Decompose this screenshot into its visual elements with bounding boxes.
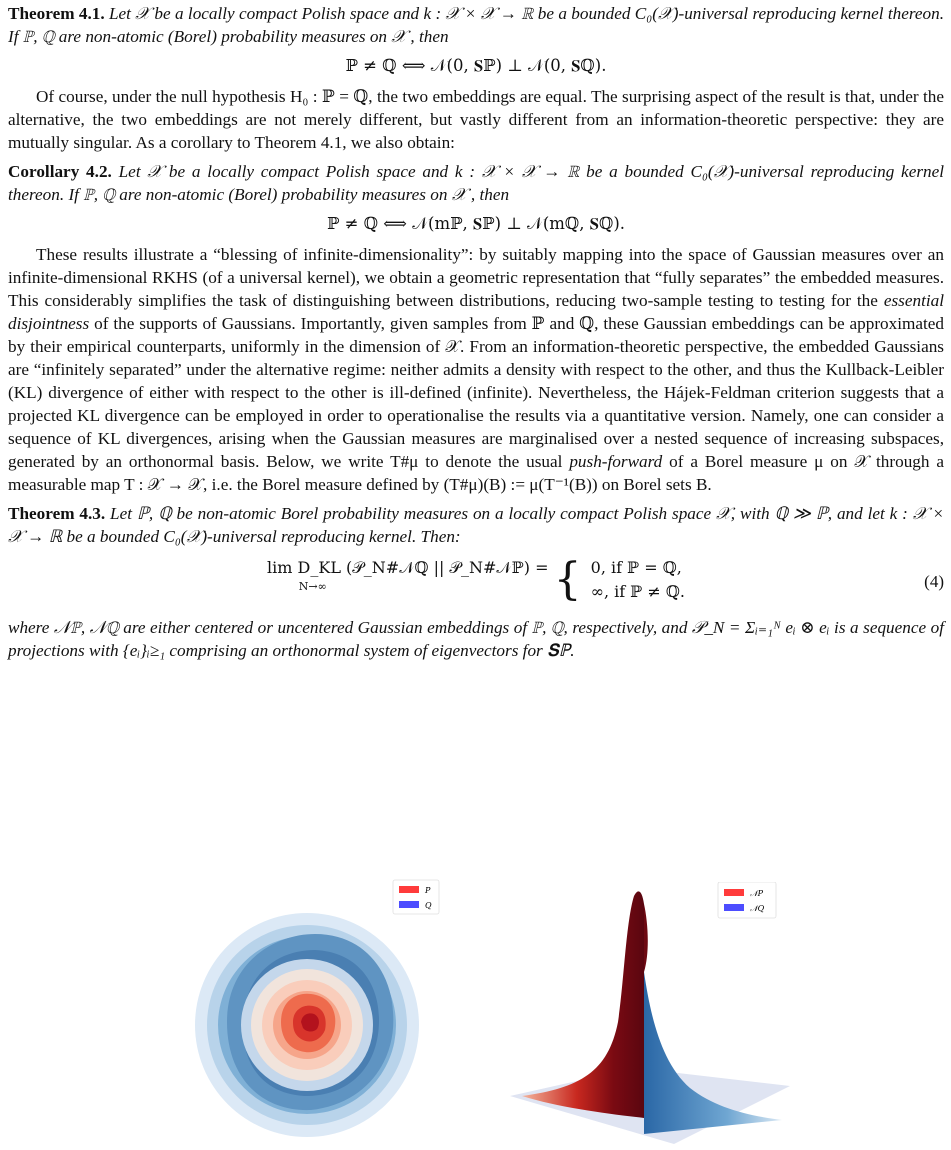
paragraph-2-part-a: These results illustrate a “blessing of infinite-dimensionality”: by suitably mapping into the space of Gaussian measures over an infinite-dimensional RKHS (of a universal kernel), we obtain a geometric representation that “fully separates” the embedded measures. This considerably simplifies the task of distinguishing between distributions, reducing two-sample testing to testing for the [8, 245, 944, 310]
paragraph-1: Of course, under the null hypothesis H₀ : ℙ = ℚ, the two embeddings are equal. The surprising aspect of the result is that, under the alternative, the two embeddings are not merely different, but vastly different from an information-theoretic perspective: they are mutually singular. As a corollary to Theorem 4.1, we also obtain: [8, 87, 944, 152]
equation-number: (4) [924, 572, 944, 591]
theorem-statement: Let 𝒳 be a locally compact Polish space and k : 𝒳 × 𝒳 → ℝ be a bounded C₀(𝒳)-universal reproducing kernel thereon. If ℙ, ℚ are non-atomic (Borel) probability measures on 𝒳 , then [8, 4, 944, 46]
theorem-4-3 [8, 502, 944, 548]
equation-lhs: lim D_KL (𝒫_N#𝒩ℚ || 𝒫_N#𝒩ℙ) = [267, 558, 549, 577]
corollary-4-2 [8, 160, 944, 206]
theorem-statement: Let ℙ, ℚ be non-atomic Borel probability measures on a locally compact Polish space 𝒳, with ℚ ≫ ℙ, and let k : 𝒳 × 𝒳 → ℝ be a bounded C₀(𝒳)-universal reproducing kernel. Then: [8, 504, 945, 546]
surface-q [644, 972, 782, 1134]
emphasis-push-forward: push-forward [569, 452, 663, 471]
paper-page [8, 2, 944, 668]
paragraph-2-part-b: of the supports of Gaussians. Importantly, given samples from ℙ and ℚ, these Gaussian embeddings can be approximated by their empirical counterparts, uniformly in the dimension of 𝒳. From an information-theoretic perspective, the embedded Gaussians are “infinitely separated” under the alternative regime: neither admits a density with respect to the other, and thus the Kullback-Leibler (KL) divergence of either with respect to the other is ill-defined (infinite). Nevertheless, the Hájek-Feldman criterion suggests that a projected KL divergence can be employed in order to operationalise the results via a quantitative version. Namely, one can consider a sequence of KL divergences, arising when the Gaussian measures are marginalised over a nested sequence of increasing subspaces, generated by an orthonormal basis. Below, we write T#μ to denote the usual [8, 314, 944, 471]
display-equation-1: ℙ ≠ ℚ ⟺ 𝒩(0, 𝐒ℙ) ⊥ 𝒩(0, 𝐒ℚ). [345, 56, 607, 75]
contour-plot [165, 872, 455, 1146]
legend-swatch-q [399, 901, 419, 908]
legend-box [393, 880, 439, 914]
legend-box [718, 882, 776, 918]
cases-block [591, 556, 685, 604]
legend-swatch-np [724, 889, 744, 896]
legend-swatch-p [399, 886, 419, 893]
legend-label-np: 𝒩P [750, 889, 764, 898]
display-equation-2: ℙ ≠ ℚ ⟺ 𝒩(mℙ, 𝐒ℙ) ⊥ 𝒩(mℚ, 𝐒ℚ). [326, 214, 626, 233]
corollary-heading: Corollary 4.2. [8, 162, 112, 181]
paragraph-2 [8, 243, 944, 496]
contour-figure [165, 872, 455, 1146]
limit-subscript: N→∞ [298, 580, 327, 593]
theorem-4-3-conclusion: where 𝒩ℙ, 𝒩ℚ are either centered or uncentered Gaussian embeddings of ℙ, ℚ, respectively, and 𝒫_N = Σᵢ₌₁ᴺ eᵢ ⊗ eᵢ is a sequence of projections with {eᵢ}ᵢ≥₁ comprising an orthonormal system of eigenvectors for 𝐒ℙ. [8, 618, 944, 660]
legend-swatch-nq [724, 904, 744, 911]
paragraph-2-part-c: of a Borel measure μ on 𝒳 through a measurable map T : 𝒳 → 𝒳, i.e. the Borel measure defined by (T#μ)(B) := μ(T⁻¹(B)) on Borel sets B. [8, 452, 944, 494]
emphasis-essential-disjointness: essential disjointness [8, 291, 944, 333]
theorem-heading: Theorem 4.3. [8, 504, 106, 523]
corollary-statement: Let 𝒳 be a locally compact Polish space and k : 𝒳 × 𝒳 → ℝ be a bounded C₀(𝒳)-universal reproducing kernel thereon. If ℙ, ℚ are non-atomic (Borel) probability measures on 𝒳 , then [8, 162, 945, 204]
display-equation-4 [8, 556, 944, 608]
legend-label-nq: 𝒩Q [750, 904, 765, 913]
case-equal: 0, if ℙ = ℚ, [590, 558, 682, 577]
theorem-4-1 [8, 2, 944, 48]
legend-label-p: P [425, 886, 431, 895]
figure-row [0, 868, 951, 1146]
surface-plot [510, 882, 790, 1146]
surface-p [522, 891, 644, 1118]
surface-figure [510, 882, 790, 1146]
cases-brace: { [553, 554, 582, 605]
legend-label-q: Q [425, 901, 432, 910]
case-not-equal: ∞, if ℙ ≠ ℚ. [590, 582, 685, 601]
theorem-heading: Theorem 4.1. [8, 4, 105, 23]
